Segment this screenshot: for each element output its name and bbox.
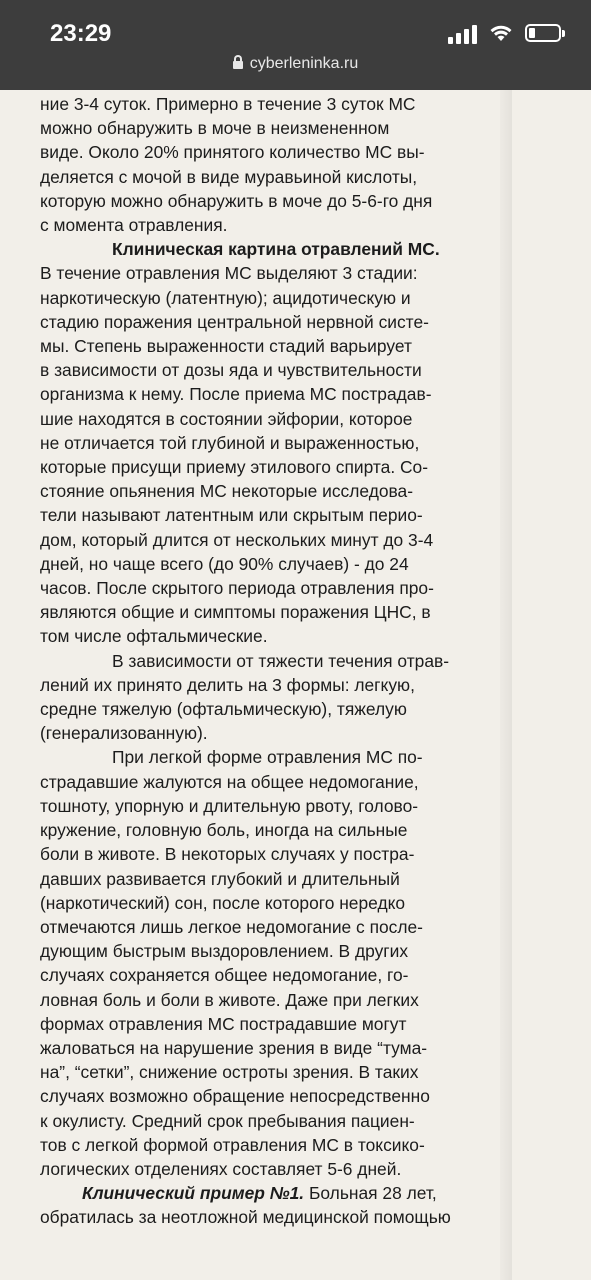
text-line: мы. Степень выраженности стадий варьирует (40, 336, 412, 357)
text-line: В зависимости от тяжести течения отрав- (112, 650, 450, 671)
text-line: При легкой форме отравления МС по- (112, 747, 423, 768)
main-column (40, 90, 500, 1230)
text-line: боли в животе. В некоторых случаях у постра- (40, 844, 415, 865)
wifi-icon (489, 24, 513, 42)
text-line: тов с легкой формой отравления МС в токсико- (40, 1134, 425, 1155)
text-line: ловная боль и боли в животе. Даже при легких (40, 989, 419, 1010)
paragraph (40, 116, 500, 237)
article-page[interactable] (0, 90, 591, 1280)
text-line: случаях сохраняется общее недомогание, го- (40, 965, 409, 986)
example-text: Больная 28 лет, (304, 1183, 437, 1204)
text-line: тели называют латентным или скрытым перио- (40, 505, 423, 526)
status-bar (0, 0, 591, 90)
text-line: не отличается той глубиной и выраженностью, (40, 432, 420, 453)
text-line: давших развивается глубокий и длительный (40, 868, 400, 889)
lock-icon (233, 61, 243, 69)
text-line: организма к нему. После приема МС пострадав- (40, 384, 432, 405)
text-line: В течение отравления МС выделяют 3 стадии: (40, 263, 418, 284)
text-line: на”, “сетки”, снижение остроты зрения. В таких (40, 1062, 419, 1083)
text-line: отмечаются лишь легкое недомогание с после- (40, 916, 423, 937)
text-line: (наркотический) сон, после которого нередко (40, 892, 406, 913)
text-line: являются общие и симптомы поражения ЦНС, в (40, 602, 431, 623)
example-line (40, 1181, 500, 1205)
text-line: лений их принято делить на 3 формы: легкую, (40, 674, 415, 695)
text-line: кружение, головную боль, иногда на сильные (40, 820, 408, 841)
text-line: которые присущи приему этилового спирта. Со- (40, 457, 429, 478)
text-line: логических отделениях составляет 5-6 дней. (40, 1158, 402, 1179)
page-fold-shadow (500, 90, 512, 1280)
text-line: случаях возможно обращение непосредственно (40, 1086, 430, 1107)
url-text: cyberleninka.ru (249, 55, 359, 72)
text-line: тошноту, упорную и длительную рвоту, голово- (40, 795, 419, 816)
text-line: наркотическую (латентную); ацидотическую и (40, 287, 411, 308)
text-line: страдавшие жалуются на общее недомогание, (40, 771, 419, 792)
text-line: часов. После скрытого периода отравления про- (40, 578, 434, 599)
status-time: 23:29 (50, 20, 112, 47)
text-line: в зависимости от дозы яда и чувствительности (40, 360, 422, 381)
text-line: формах отравления МС пострадавшие могут (40, 1013, 407, 1034)
text-line: которую можно обнаружить в моче до 5-6-го дня (40, 190, 433, 211)
text-line: обратилась за неотложной медицинской помощью (40, 1207, 451, 1228)
text-line: дней, но чаще всего (до 90% случаев) - до 24 (40, 553, 409, 574)
text-line: дующим быстрым выздоровлением. В других (40, 941, 409, 962)
text-line: стояние опьянения МС некоторые исследова- (40, 481, 414, 502)
text-line: деляется с мочой в виде муравьиной кислоты, (40, 166, 418, 187)
text-line: дом, который длится от нескольких минут до 3-4 (40, 529, 434, 550)
text-line: (генерализованную). (40, 723, 208, 744)
text-line: стадию поражения центральной нервной систе- (40, 311, 429, 332)
text-line: средне тяжелую (офтальмическую), тяжелую (40, 699, 407, 720)
battery-icon (525, 24, 561, 42)
text-line: можно обнаружить в моче в неизмененном (40, 118, 390, 139)
text-line: жаловаться на нарушение зрения в виде “тума- (40, 1037, 428, 1058)
example-title: Клинический пример №1. (82, 1183, 305, 1204)
section-heading: Клиническая картина отравлений МС. (112, 239, 440, 260)
text-line: шие находятся в состоянии эйфории, которое (40, 408, 413, 429)
signal-icon (448, 22, 477, 44)
text-line: ние 3-4 суток. Примерно в течение 3 суток МС (40, 94, 416, 114)
address-bar[interactable] (0, 55, 591, 73)
status-icons (448, 20, 561, 46)
text-line: с момента отравления. (40, 215, 228, 236)
text-line: виде. Около 20% принятого количество МС вы- (40, 142, 425, 163)
text-line: том числе офтальмические. (40, 626, 268, 647)
text-line: к окулисту. Средний срок пребывания пациен- (40, 1110, 415, 1131)
